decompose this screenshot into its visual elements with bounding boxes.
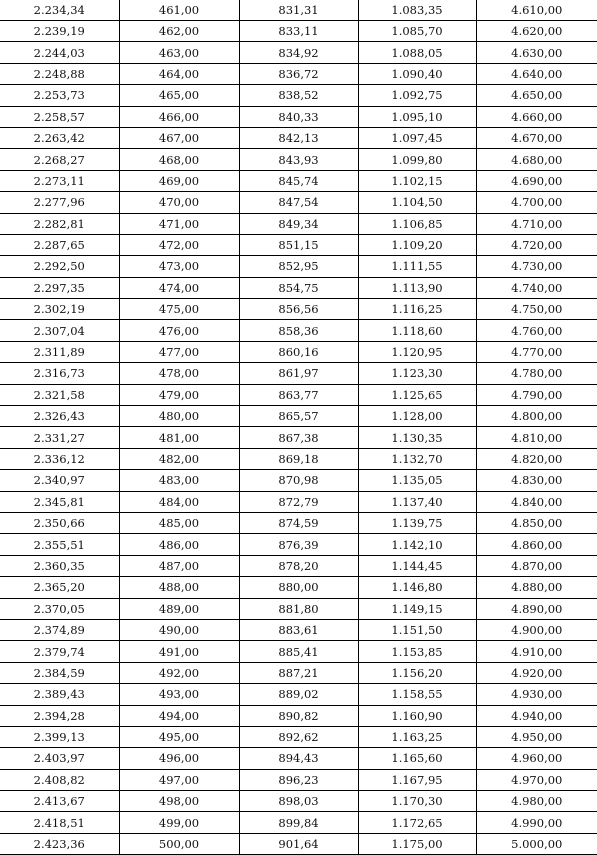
- table-cell: 4.650,00: [476, 85, 597, 106]
- table-cell: 494,00: [119, 705, 239, 726]
- table-cell: 2.331,27: [0, 427, 119, 448]
- table-cell: 4.980,00: [476, 791, 597, 812]
- table-cell: 889,02: [239, 684, 358, 705]
- table-cell: 1.175,00: [358, 833, 476, 854]
- table-cell: 4.640,00: [476, 63, 597, 84]
- table-cell: 1.088,05: [358, 42, 476, 63]
- table-row: [0, 85, 597, 106]
- table-cell: 489,00: [119, 598, 239, 619]
- table-cell: 4.740,00: [476, 277, 597, 298]
- table-row: [0, 598, 597, 619]
- table-cell: 4.840,00: [476, 491, 597, 512]
- table-cell: 831,31: [239, 0, 358, 21]
- table-row: [0, 192, 597, 213]
- table-cell: 1.092,75: [358, 85, 476, 106]
- table-cell: 2.379,74: [0, 641, 119, 662]
- table-cell: 478,00: [119, 363, 239, 384]
- table-cell: 1.151,50: [358, 619, 476, 640]
- table-cell: 1.167,95: [358, 769, 476, 790]
- table-cell: 890,82: [239, 705, 358, 726]
- table-cell: 1.106,85: [358, 213, 476, 234]
- table-row: [0, 448, 597, 469]
- table-cell: 2.394,28: [0, 705, 119, 726]
- table-cell: 1.085,70: [358, 21, 476, 42]
- table-cell: 860,16: [239, 341, 358, 362]
- table-cell: 849,34: [239, 213, 358, 234]
- table-cell: 4.680,00: [476, 149, 597, 170]
- table-cell: 1.090,40: [358, 63, 476, 84]
- table-cell: 1.130,35: [358, 427, 476, 448]
- table-cell: 467,00: [119, 127, 239, 148]
- table-cell: 474,00: [119, 277, 239, 298]
- table-cell: 461,00: [119, 0, 239, 21]
- table-cell: 2.350,66: [0, 512, 119, 533]
- table-cell: 1.170,30: [358, 791, 476, 812]
- table-cell: 4.620,00: [476, 21, 597, 42]
- table-cell: 1.153,85: [358, 641, 476, 662]
- table-cell: 2.248,88: [0, 63, 119, 84]
- table-row: [0, 63, 597, 84]
- table-cell: 495,00: [119, 726, 239, 747]
- table-row: [0, 619, 597, 640]
- table-cell: 1.118,60: [358, 320, 476, 341]
- table-cell: 480,00: [119, 406, 239, 427]
- table-cell: 1.149,15: [358, 598, 476, 619]
- table-cell: 4.920,00: [476, 662, 597, 683]
- table-cell: 878,20: [239, 555, 358, 576]
- table-cell: 834,92: [239, 42, 358, 63]
- table-cell: 492,00: [119, 662, 239, 683]
- table-cell: 858,36: [239, 320, 358, 341]
- table-cell: 4.750,00: [476, 299, 597, 320]
- table-cell: 885,41: [239, 641, 358, 662]
- table-cell: 1.132,70: [358, 448, 476, 469]
- table-cell: 4.820,00: [476, 448, 597, 469]
- table-cell: 1.083,35: [358, 0, 476, 21]
- table-cell: 5.000,00: [476, 833, 597, 854]
- table-cell: 4.720,00: [476, 234, 597, 255]
- table-cell: 4.660,00: [476, 106, 597, 127]
- table-row: [0, 427, 597, 448]
- table-cell: 854,75: [239, 277, 358, 298]
- table-cell: 4.760,00: [476, 320, 597, 341]
- table-cell: 490,00: [119, 619, 239, 640]
- table-row: [0, 341, 597, 362]
- table-cell: 1.113,90: [358, 277, 476, 298]
- table-row: [0, 791, 597, 812]
- table-cell: 2.239,19: [0, 21, 119, 42]
- table-cell: 1.158,55: [358, 684, 476, 705]
- table-cell: 851,15: [239, 234, 358, 255]
- table-cell: 4.940,00: [476, 705, 597, 726]
- table-row: [0, 641, 597, 662]
- table-cell: 1.125,65: [358, 384, 476, 405]
- table-cell: 1.137,40: [358, 491, 476, 512]
- table-cell: 2.374,89: [0, 619, 119, 640]
- table-cell: 842,13: [239, 127, 358, 148]
- table-cell: 836,72: [239, 63, 358, 84]
- table-cell: 488,00: [119, 577, 239, 598]
- table-cell: 496,00: [119, 748, 239, 769]
- table-cell: 477,00: [119, 341, 239, 362]
- table-cell: 876,39: [239, 534, 358, 555]
- table-row: [0, 213, 597, 234]
- table-cell: 1.144,45: [358, 555, 476, 576]
- table-cell: 869,18: [239, 448, 358, 469]
- table-cell: 4.610,00: [476, 0, 597, 21]
- table-cell: 4.850,00: [476, 512, 597, 533]
- table-cell: 4.770,00: [476, 341, 597, 362]
- table-cell: 880,00: [239, 577, 358, 598]
- table-cell: 1.116,25: [358, 299, 476, 320]
- table-row: [0, 512, 597, 533]
- table-cell: 469,00: [119, 170, 239, 191]
- table-cell: 498,00: [119, 791, 239, 812]
- table-cell: 4.930,00: [476, 684, 597, 705]
- table-row: [0, 491, 597, 512]
- table-cell: 881,80: [239, 598, 358, 619]
- table-cell: 4.970,00: [476, 769, 597, 790]
- table-cell: 464,00: [119, 63, 239, 84]
- table-cell: 471,00: [119, 213, 239, 234]
- table-row: [0, 127, 597, 148]
- table-cell: 472,00: [119, 234, 239, 255]
- table-cell: 476,00: [119, 320, 239, 341]
- table-cell: 1.102,15: [358, 170, 476, 191]
- table-cell: 847,54: [239, 192, 358, 213]
- table-cell: 4.890,00: [476, 598, 597, 619]
- table-cell: 1.128,00: [358, 406, 476, 427]
- table-row: [0, 705, 597, 726]
- table-cell: 2.418,51: [0, 812, 119, 833]
- table-cell: 499,00: [119, 812, 239, 833]
- table-cell: 4.790,00: [476, 384, 597, 405]
- table-cell: 1.163,25: [358, 726, 476, 747]
- table-cell: 473,00: [119, 256, 239, 277]
- table-cell: 466,00: [119, 106, 239, 127]
- table-cell: 468,00: [119, 149, 239, 170]
- table-cell: 486,00: [119, 534, 239, 555]
- table-cell: 1.097,45: [358, 127, 476, 148]
- table-cell: 1.139,75: [358, 512, 476, 533]
- table-cell: 1.172,65: [358, 812, 476, 833]
- table-cell: 2.234,34: [0, 0, 119, 21]
- table-cell: 894,43: [239, 748, 358, 769]
- table-row: [0, 406, 597, 427]
- table-cell: 2.340,97: [0, 470, 119, 491]
- table-cell: 2.282,81: [0, 213, 119, 234]
- table-cell: 2.360,35: [0, 555, 119, 576]
- table-cell: 4.910,00: [476, 641, 597, 662]
- table-cell: 843,93: [239, 149, 358, 170]
- table-cell: 883,61: [239, 619, 358, 640]
- table-row: [0, 684, 597, 705]
- table-row: [0, 384, 597, 405]
- table-cell: 2.258,57: [0, 106, 119, 127]
- table-row: [0, 42, 597, 63]
- table-cell: 2.292,50: [0, 256, 119, 277]
- table-cell: 1.095,10: [358, 106, 476, 127]
- table-row: [0, 277, 597, 298]
- table-cell: 1.165,60: [358, 748, 476, 769]
- table-cell: 2.253,73: [0, 85, 119, 106]
- table-row: [0, 748, 597, 769]
- table-cell: 4.710,00: [476, 213, 597, 234]
- table-cell: 4.990,00: [476, 812, 597, 833]
- table-cell: 2.307,04: [0, 320, 119, 341]
- table-cell: 861,97: [239, 363, 358, 384]
- table-cell: 491,00: [119, 641, 239, 662]
- table-cell: 4.810,00: [476, 427, 597, 448]
- table-cell: 887,21: [239, 662, 358, 683]
- table-cell: 852,95: [239, 256, 358, 277]
- table-row: [0, 726, 597, 747]
- table-cell: 1.160,90: [358, 705, 476, 726]
- table-cell: 2.302,19: [0, 299, 119, 320]
- table-cell: 475,00: [119, 299, 239, 320]
- table-cell: 4.700,00: [476, 192, 597, 213]
- table-cell: 4.830,00: [476, 470, 597, 491]
- table-cell: 2.336,12: [0, 448, 119, 469]
- table-row: [0, 470, 597, 491]
- table-cell: 465,00: [119, 85, 239, 106]
- table-cell: 1.156,20: [358, 662, 476, 683]
- table-cell: 4.800,00: [476, 406, 597, 427]
- table-cell: 4.900,00: [476, 619, 597, 640]
- table-cell: 2.413,67: [0, 791, 119, 812]
- table-cell: 2.263,42: [0, 127, 119, 148]
- table-cell: 872,79: [239, 491, 358, 512]
- table-cell: 2.316,73: [0, 363, 119, 384]
- table-cell: 2.273,11: [0, 170, 119, 191]
- table-cell: 500,00: [119, 833, 239, 854]
- table-cell: 2.403,97: [0, 748, 119, 769]
- table-cell: 4.960,00: [476, 748, 597, 769]
- table-cell: 463,00: [119, 42, 239, 63]
- table-cell: 838,52: [239, 85, 358, 106]
- table-cell: 1.142,10: [358, 534, 476, 555]
- table-cell: 896,23: [239, 769, 358, 790]
- table-row: [0, 662, 597, 683]
- table-cell: 2.423,36: [0, 833, 119, 854]
- table-cell: 4.950,00: [476, 726, 597, 747]
- table-row: [0, 769, 597, 790]
- table-cell: 483,00: [119, 470, 239, 491]
- table-cell: 462,00: [119, 21, 239, 42]
- table-cell: 4.630,00: [476, 42, 597, 63]
- table-cell: 2.277,96: [0, 192, 119, 213]
- table-cell: 4.870,00: [476, 555, 597, 576]
- table-row: [0, 149, 597, 170]
- table-row: [0, 234, 597, 255]
- table-cell: 487,00: [119, 555, 239, 576]
- table-cell: 2.408,82: [0, 769, 119, 790]
- table-row: [0, 106, 597, 127]
- table-row: [0, 577, 597, 598]
- table-cell: 874,59: [239, 512, 358, 533]
- table-cell: 4.860,00: [476, 534, 597, 555]
- table-cell: 1.099,80: [358, 149, 476, 170]
- table-cell: 863,77: [239, 384, 358, 405]
- table-cell: 1.120,95: [358, 341, 476, 362]
- table-cell: 484,00: [119, 491, 239, 512]
- table-cell: 1.111,55: [358, 256, 476, 277]
- table-cell: 1.146,80: [358, 577, 476, 598]
- table-cell: 898,03: [239, 791, 358, 812]
- table-cell: 1.123,30: [358, 363, 476, 384]
- table-cell: 2.268,27: [0, 149, 119, 170]
- table-cell: 1.104,50: [358, 192, 476, 213]
- table-cell: 2.389,43: [0, 684, 119, 705]
- table-cell: 2.287,65: [0, 234, 119, 255]
- table-row: [0, 299, 597, 320]
- table-cell: 479,00: [119, 384, 239, 405]
- table-cell: 2.355,51: [0, 534, 119, 555]
- table-cell: 2.311,89: [0, 341, 119, 362]
- table-cell: 2.321,58: [0, 384, 119, 405]
- table-row: [0, 555, 597, 576]
- table-row: [0, 363, 597, 384]
- table-cell: 4.780,00: [476, 363, 597, 384]
- table-cell: 1.109,20: [358, 234, 476, 255]
- table-cell: 845,74: [239, 170, 358, 191]
- table-cell: 2.326,43: [0, 406, 119, 427]
- table-cell: 892,62: [239, 726, 358, 747]
- table-cell: 1.135,05: [358, 470, 476, 491]
- table-cell: 4.880,00: [476, 577, 597, 598]
- table-row: [0, 256, 597, 277]
- table-cell: 4.730,00: [476, 256, 597, 277]
- table-row: [0, 534, 597, 555]
- table-cell: 470,00: [119, 192, 239, 213]
- table-row: [0, 170, 597, 191]
- table-row: [0, 320, 597, 341]
- table-cell: 833,11: [239, 21, 358, 42]
- table-cell: 2.370,05: [0, 598, 119, 619]
- table-cell: 2.399,13: [0, 726, 119, 747]
- table-cell: 485,00: [119, 512, 239, 533]
- table-cell: 2.244,03: [0, 42, 119, 63]
- table-cell: 497,00: [119, 769, 239, 790]
- table-cell: 856,56: [239, 299, 358, 320]
- table-cell: 867,38: [239, 427, 358, 448]
- table-cell: 482,00: [119, 448, 239, 469]
- table-cell: 899,84: [239, 812, 358, 833]
- table-cell: 481,00: [119, 427, 239, 448]
- table-cell: 901,64: [239, 833, 358, 854]
- table-cell: 4.690,00: [476, 170, 597, 191]
- table-cell: 2.297,35: [0, 277, 119, 298]
- table-cell: 493,00: [119, 684, 239, 705]
- table-row: [0, 21, 597, 42]
- table-row: [0, 812, 597, 833]
- table-row: [0, 0, 597, 21]
- table-cell: 4.670,00: [476, 127, 597, 148]
- table-cell: 870,98: [239, 470, 358, 491]
- table-cell: 840,33: [239, 106, 358, 127]
- table-cell: 2.365,20: [0, 577, 119, 598]
- table-cell: 2.345,81: [0, 491, 119, 512]
- table-cell: 865,57: [239, 406, 358, 427]
- table-cell: 2.384,59: [0, 662, 119, 683]
